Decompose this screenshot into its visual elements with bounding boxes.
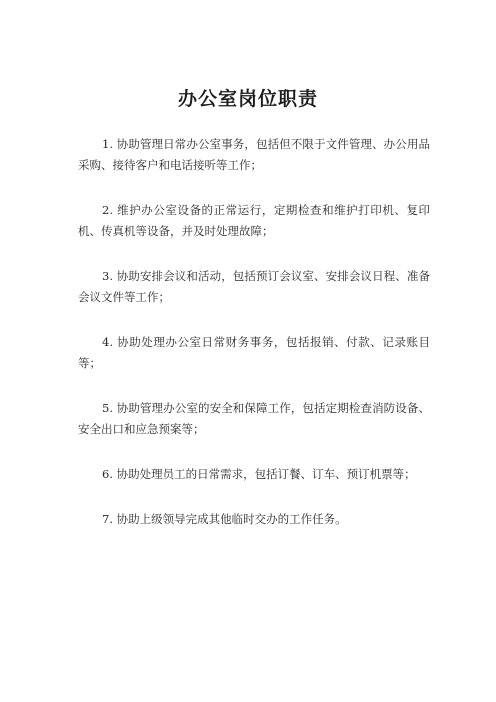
- duty-list: [78, 134, 430, 530]
- duty-item-3: 3. 协助安排会议和活动，包括预订会议室、安排会议日程、准备会议文件等工作；: [78, 269, 430, 304]
- duty-item-4: 4. 协助处理办公室日常财务事务，包括报销、付款、记录账目等；: [78, 335, 430, 370]
- duty-item-5: 5. 协助管理办公室的安全和保障工作，包括定期检查消防设备、安全出口和应急预案等；: [78, 401, 430, 436]
- duty-item-7: 7. 协助上级领导完成其他临时交办的工作任务。: [102, 512, 347, 526]
- duty-item-6: 6. 协助处理员工的日常需求，包括订餐、订车、预订机票等；: [102, 467, 416, 481]
- document-title: 办公室岗位职责: [177, 88, 318, 110]
- duty-item-1: 1. 协助管理日常办公室事务，包括但不限于文件管理、办公用品采购、接待客户和电话接听等工作；: [78, 137, 430, 172]
- duty-item-2: 2. 维护办公室设备的正常运行，定期检查和维护打印机、复印机、传真机等设备，并及时处理故障；: [78, 203, 430, 238]
